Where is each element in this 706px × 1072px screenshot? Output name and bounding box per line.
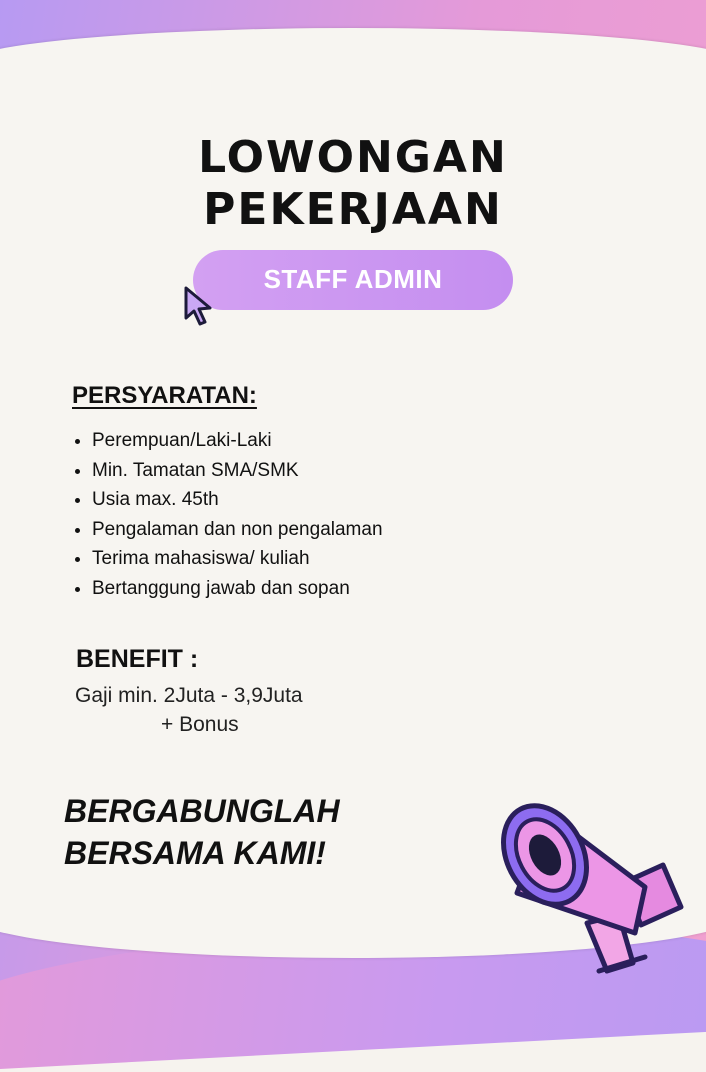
position-badge: [193, 250, 513, 310]
list-item: • Usia max. 45th: [92, 485, 512, 515]
megaphone-icon: [495, 775, 695, 990]
title-line-2: PEKERJAAN: [203, 184, 503, 235]
list-item: • Min. Tamatan SMA/SMK: [92, 456, 512, 486]
list-item: • Terima mahasiswa/ kuliah: [92, 544, 512, 574]
cursor-icon: [178, 284, 218, 328]
benefit-heading: BENEFIT :: [76, 645, 199, 673]
benefit-bonus: + Bonus: [161, 713, 239, 736]
title-line-1: LOWONGAN: [198, 132, 508, 183]
requirements-list: [72, 426, 512, 604]
position-badge-label: STAFF ADMIN: [263, 264, 443, 294]
cta-line-1: BERGABUNGLAH: [64, 793, 340, 829]
list-item: • Perempuan/Laki-Laki: [92, 426, 512, 456]
cta-line-2: BERSAMA KAMI!: [64, 835, 326, 871]
requirements-heading: PERSYARATAN:: [72, 382, 257, 409]
list-item: • Pengalaman dan non pengalaman: [92, 515, 512, 545]
call-to-action: [64, 790, 340, 874]
benefit-salary: Gaji min. 2Juta - 3,9Juta: [75, 684, 303, 707]
list-item: • Bertanggung jawab dan sopan: [92, 574, 512, 604]
page-title: [0, 132, 706, 236]
